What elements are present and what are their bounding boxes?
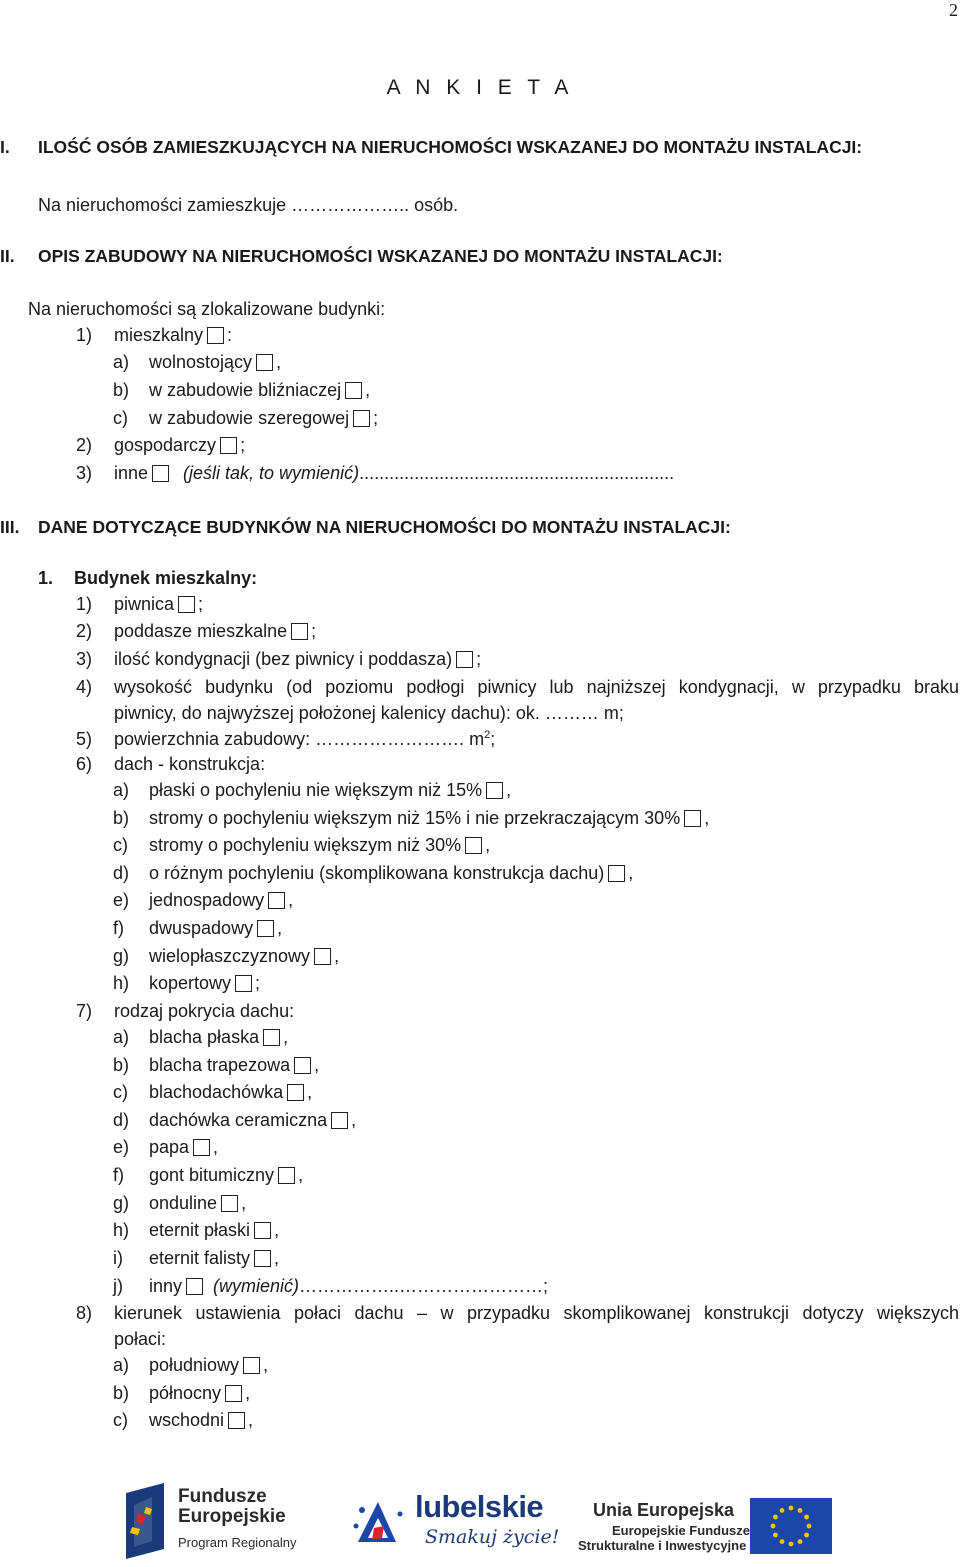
list-item: a) płaski o pochyleniu nie większym niż 15% , xyxy=(113,780,512,800)
list-item: 2) gospodarczy ; xyxy=(76,435,246,455)
eu-star xyxy=(773,1533,778,1538)
eu-star xyxy=(804,1533,809,1538)
buildings-intro: Na nieruchomości są zlokalizowane budynki: xyxy=(28,299,386,319)
list-item: b) w zabudowie bliźniaczej , xyxy=(113,380,371,400)
checkbox[interactable] xyxy=(254,1250,271,1267)
fe-logo-text-1: Fundusze xyxy=(178,1486,267,1507)
list-item: a) blacha płaska , xyxy=(113,1027,289,1047)
eu-star xyxy=(798,1539,803,1544)
page-number: 2 xyxy=(949,0,958,20)
list-item: b) blacha trapezowa , xyxy=(113,1054,320,1075)
checkbox[interactable] xyxy=(254,1222,271,1239)
checkbox[interactable] xyxy=(235,975,252,992)
checkbox[interactable] xyxy=(263,1029,280,1046)
eu-star xyxy=(780,1539,785,1544)
checkbox[interactable] xyxy=(287,1084,304,1101)
list-item: 3) ilość kondygnacji (bez piwnicy i poddasza) ; xyxy=(76,649,482,669)
lubelskie-logo-text: lubelskie xyxy=(415,1489,544,1524)
subsection-heading: 1. Budynek mieszkalny: xyxy=(38,568,258,588)
list-item: 8) xyxy=(76,1303,93,1323)
list-item: b) stromy o pochyleniu większym niż 15% i nie przekraczającym 30% , xyxy=(113,807,710,828)
section-title: DANE DOTYCZĄCE BUDYNKÓW NA NIERUCHOMOŚCI DO MONTAŻU INSTALACJI: xyxy=(38,517,731,537)
eu-star xyxy=(771,1524,776,1529)
checkbox[interactable] xyxy=(278,1167,295,1184)
ue-logo-text-1: Unia Europejska xyxy=(593,1500,735,1520)
list-item: b) północny , xyxy=(113,1382,251,1403)
checkbox[interactable] xyxy=(193,1139,210,1156)
list-item: 3) inne (jeśli tak, to wymienić)............................................................... xyxy=(76,463,675,483)
ue-logo-text-2: Europejskie Fundusze xyxy=(612,1523,750,1538)
checkbox[interactable] xyxy=(486,782,503,799)
eu-flag-icon xyxy=(750,1498,832,1554)
checkbox[interactable] xyxy=(228,1412,245,1429)
checkbox[interactable] xyxy=(465,837,482,854)
fe-logo-text-2: Europejskie xyxy=(178,1506,286,1527)
checkbox[interactable] xyxy=(314,948,331,965)
list-item: a) wolnostojący , xyxy=(113,352,282,372)
checkbox[interactable] xyxy=(220,437,237,454)
list-item: i) eternit falisty , xyxy=(113,1247,280,1268)
section-number: I. xyxy=(0,137,10,157)
checkbox[interactable] xyxy=(256,354,273,371)
list-item: d) dachówka ceramiczna , xyxy=(113,1109,357,1130)
list-item: e) papa , xyxy=(113,1137,219,1158)
eu-star xyxy=(789,1542,794,1547)
eu-star xyxy=(773,1515,778,1520)
list-item: 6) dach - konstrukcja: xyxy=(76,754,266,774)
fundusze-europejskie-logo-icon xyxy=(122,1483,168,1559)
height-line-1: wysokość budynku (od poziomu podłogi piwnicy lub najniższej kondygnacji, w przypadku braku xyxy=(114,677,959,697)
checkbox[interactable] xyxy=(257,920,274,937)
list-item: c) w zabudowie szeregowej ; xyxy=(113,408,379,428)
checkbox[interactable] xyxy=(331,1112,348,1129)
checkbox[interactable] xyxy=(456,651,473,668)
checkbox[interactable] xyxy=(178,596,195,613)
list-item: f) dwuspadowy , xyxy=(113,918,283,938)
orientation-line-1: kierunek ustawienia połaci dachu – w przypadku skomplikowanej konstrukcji dotyczy większych xyxy=(114,1303,959,1323)
list-item: c) wschodni , xyxy=(113,1410,254,1431)
list-item: 4) xyxy=(76,677,93,697)
list-item: h) kopertowy ; xyxy=(113,973,261,994)
list-item: h) eternit płaski , xyxy=(113,1220,280,1241)
eu-star xyxy=(807,1524,812,1529)
checkbox[interactable] xyxy=(684,810,701,827)
checkbox[interactable] xyxy=(268,892,285,909)
fe-logo-text-3: Program Regionalny xyxy=(178,1535,297,1550)
checkbox[interactable] xyxy=(152,465,169,482)
list-item: g) onduline , xyxy=(113,1192,247,1213)
lubelskie-slogan: Smakuj życie! xyxy=(425,1526,560,1548)
list-item: 7) rodzaj pokrycia dachu: xyxy=(76,1001,295,1021)
checkbox[interactable] xyxy=(207,327,224,344)
section-number: III. xyxy=(0,517,20,537)
list-item: c) stromy o pochyleniu większym niż 30% , xyxy=(113,835,491,856)
lubelskie-logo-icon xyxy=(348,1492,412,1556)
checkbox[interactable] xyxy=(353,410,370,427)
checkbox[interactable] xyxy=(186,1278,203,1295)
eu-star xyxy=(789,1506,794,1511)
residents-line: Na nieruchomości zamieszkuje ……………….. osób. xyxy=(38,195,459,215)
checkbox[interactable] xyxy=(291,623,308,640)
orientation-line-2: połaci: xyxy=(114,1329,167,1349)
list-item: d) o różnym pochyleniu (skomplikowana konstrukcja dachu) , xyxy=(113,862,634,883)
eu-star xyxy=(798,1508,803,1513)
checkbox[interactable] xyxy=(345,382,362,399)
page-title: A N K I E T A xyxy=(386,76,574,99)
ue-logo-text-3: Strukturalne i Inwestycyjne xyxy=(578,1538,747,1553)
footer-logos xyxy=(0,1478,960,1563)
checkbox[interactable] xyxy=(225,1385,242,1402)
section-number: II. xyxy=(0,246,15,266)
list-item: 1) mieszkalny : xyxy=(76,325,233,345)
list-item: f) gont bitumiczny , xyxy=(113,1165,304,1185)
section-title: OPIS ZABUDOWY NA NIERUCHOMOŚCI WSKAZANEJ DO MONTAŻU INSTALACJI: xyxy=(38,246,723,266)
list-item: 2) poddasze mieszkalne ; xyxy=(76,621,317,641)
list-item: e) jednospadowy , xyxy=(113,890,294,911)
section-title: ILOŚĆ OSÓB ZAMIESZKUJĄCYCH NA NIERUCHOMOŚCI WSKAZANEJ DO MONTAŻU INSTALACJI: xyxy=(38,137,863,157)
list-item: a) południowy , xyxy=(113,1355,269,1375)
list-item: 5) powierzchnia zabudowy: ……………………. $m^2$; xyxy=(76,729,496,749)
checkbox[interactable] xyxy=(294,1057,311,1074)
eu-star xyxy=(780,1508,785,1513)
checkbox[interactable] xyxy=(221,1195,238,1212)
height-line-2: piwnicy, do najwyższej położonej kalenicy dachu): ok. ……… m; xyxy=(114,703,624,723)
list-item: 1) piwnica ; xyxy=(76,594,204,614)
checkbox[interactable] xyxy=(243,1357,260,1374)
list-item: c) blachodachówka , xyxy=(113,1082,313,1103)
checkbox[interactable] xyxy=(608,865,625,882)
eu-star xyxy=(804,1515,809,1520)
list-item: g) wielopłaszczyznowy , xyxy=(113,945,340,966)
list-item: j) inny (wymienić)……………..……………………; xyxy=(113,1276,549,1296)
